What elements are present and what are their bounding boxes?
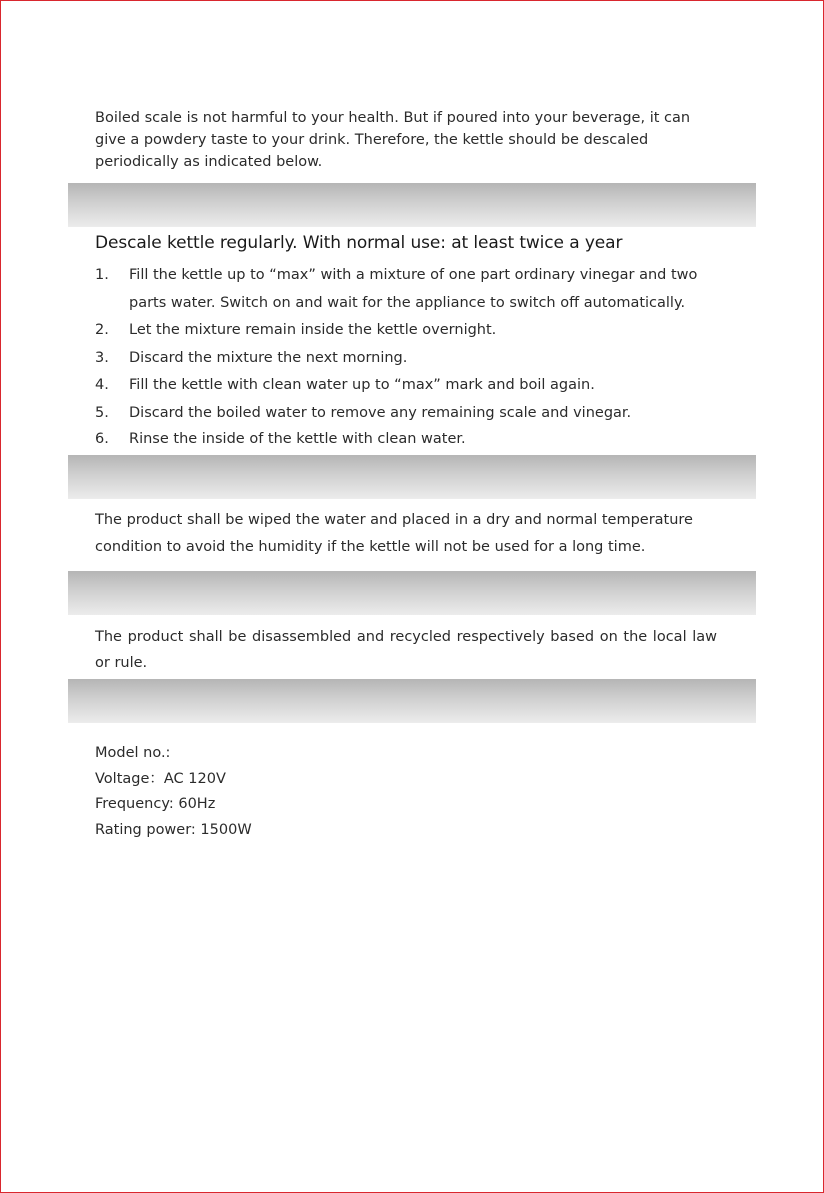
step-text: Let the mixture remain inside the kettle overnight. [129,322,497,338]
spec-model: Model no.: [95,745,171,761]
descale-steps-list [95,262,715,451]
list-item [95,372,715,400]
step-number: 5. [95,404,109,421]
storage-paragraph: The product shall be wiped the water and placed in a dry and normal temperature condition to avoid the humidity if the kettle will not be used for a long time. [95,512,693,555]
step-text: Rinse the inside of the kettle with clean water. [129,431,466,447]
specifications-block [95,741,252,843]
spec-power: Rating power: 1500W [95,821,252,838]
descale-heading: Descale kettle regularly. With normal use: at least twice a year [95,233,623,253]
list-item [95,427,715,451]
step-text: Fill the kettle with clean water up to “max” mark and boil again. [129,377,595,393]
section-header-band-storage [68,455,756,499]
spec-frequency: Frequency: 60Hz [95,796,216,812]
step-number: 4. [95,377,109,393]
step-number: 3. [95,349,109,366]
recycle-paragraph: The product shall be disassembled and recycled respectively based on the local law or rule. [95,629,717,671]
list-item [95,400,715,428]
section-header-band-descaling [68,183,756,227]
list-item [95,317,715,345]
section-header-band-recycling [68,571,756,615]
step-text: Fill the kettle up to “max” with a mixture of one part ordinary vinegar and two parts water. Switch on and wait for the appliance to switch off automatically. [129,267,698,311]
step-number: 2. [95,322,109,338]
intro-paragraph: Boiled scale is not harmful to your health. But if poured into your beverage, it can give a powdery taste to your drink. Therefore, the kettle should be descaled periodically as indicated below. [95,110,691,170]
section-header-band-specifications [68,679,756,723]
step-number: 6. [95,431,109,447]
step-text: Discard the boiled water to remove any remaining scale and vinegar. [129,404,632,421]
spec-voltage: Voltage：AC 120V [95,770,226,787]
step-number: 1. [95,267,109,283]
list-item [95,262,715,317]
list-item [95,345,715,373]
step-text: Discard the mixture the next morning. [129,349,408,366]
